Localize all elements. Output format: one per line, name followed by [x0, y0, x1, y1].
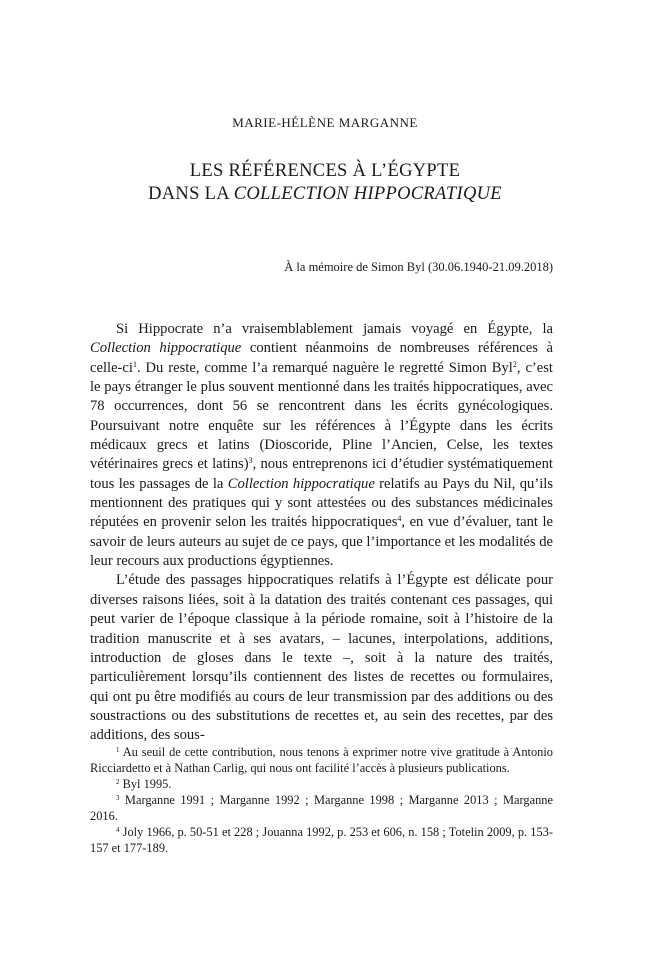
footnote-number: 4: [116, 826, 120, 834]
paragraph-1: [90, 320, 553, 571]
text-run: , en vue d’évaluer, tant le savoir de leurs auteurs au sujet de ce pays, que l’importance et les modalités de leur recours aux productions égyptiennes.: [90, 514, 553, 570]
text-run: contient néanmoins de nombreuses références à celle-ci: [90, 340, 553, 376]
footnotes: [90, 744, 553, 856]
italic-run: Collection hippocratique: [90, 340, 242, 357]
dedication: À la mémoire de Simon Byl (30.06.1940-21.09.2018): [284, 260, 553, 274]
footnote: [90, 824, 553, 856]
text-run: Si Hippocrate n’a vraisemblablement jamais voyagé en Égypte, la: [116, 321, 553, 337]
article-title: [0, 160, 650, 206]
footnote-ref: 3: [248, 456, 253, 466]
title-line-2: [0, 183, 650, 206]
footnote: [90, 776, 553, 792]
title-italic: COLLECTION HIPPOCRATIQUE: [233, 184, 502, 204]
main-text: [90, 320, 553, 746]
footnote-text: Marganne 1991 ; Marganne 1992 ; Marganne 1998 ; Marganne 2013 ; Marganne 2016.: [90, 793, 553, 823]
footnote-number: 1: [116, 746, 120, 754]
paragraph-2: L’étude des passages hippocratiques relatifs à l’Égypte est délicate pour diverses raisons liées, soit à la datation des traités contenant ces passages, qui peut varier de l’époque classique à la période romaine, soit à l’histoire de la tradition manuscrite et à ses avatars, – lacunes, interpolations, additions, introduction de gloses dans le texte –, soit à la nature des traités, particulièrement lorsqu’ils contiennent des listes de recettes ou formulaires, qui ont pu être modifiés au cours de leur transmission par des additions ou des soustractions ou des substitutions de recettes et, au sein des recettes, par des additions, des sous-: [90, 572, 553, 744]
footnote-text: Byl 1995.: [119, 777, 172, 791]
text-run: relatifs au Pays du Nil, qu’ils mentionnent des pratiques qui y sont attestées ou des substances médicinales réputées en provenir selon les traités hippocratiques: [90, 475, 553, 531]
text-run: , nous entreprenons ici d’étudier systématiquement tous les passages de la: [90, 456, 553, 492]
footnote-ref: 4: [397, 514, 402, 524]
author-name: MARIE-HÉLÈNE MARGANNE: [232, 115, 418, 130]
footnote-number: 3: [116, 794, 120, 802]
italic-run: Collection hippocratique: [227, 475, 375, 492]
footnote-ref: 1: [132, 359, 137, 369]
text-run: . Du reste, comme l’a remarqué naguère le regretté Simon Byl: [136, 359, 513, 376]
footnote: [90, 744, 553, 776]
footnote: [90, 792, 553, 824]
footnote-ref: 2: [512, 359, 517, 369]
footnote-text: Joly 1966, p. 50-51 et 228 ; Jouanna 1992, p. 253 et 606, n. 158 ; Totelin 2009, p. 153-157 et 177-189.: [90, 825, 553, 855]
title-line-1: LES RÉFÉRENCES À L’ÉGYPTE: [189, 161, 461, 181]
footnote-text: Au seuil de cette contribution, nous tenons à exprimer notre vive gratitude à Antonio Ricciardetto et à Nathan Carlig, qui nous ont facilité l’accès à plusieurs publications.: [90, 745, 553, 775]
title-prefix: DANS LA: [148, 184, 234, 204]
text-run: , c’est le pays étranger le plus souvent mentionné dans les traités hippocratiques, avec 78 occurrences, dont 56 se rencontrent dans les écrits gynécologiques. Poursuivant notre enquête sur les références à l’Égypte dans les écrits médicaux grecs et latins (Dioscoride, Pline l’Ancien, Celse, les textes vétérinaires grecs et latins): [90, 359, 553, 473]
footnote-number: 2: [116, 778, 120, 786]
